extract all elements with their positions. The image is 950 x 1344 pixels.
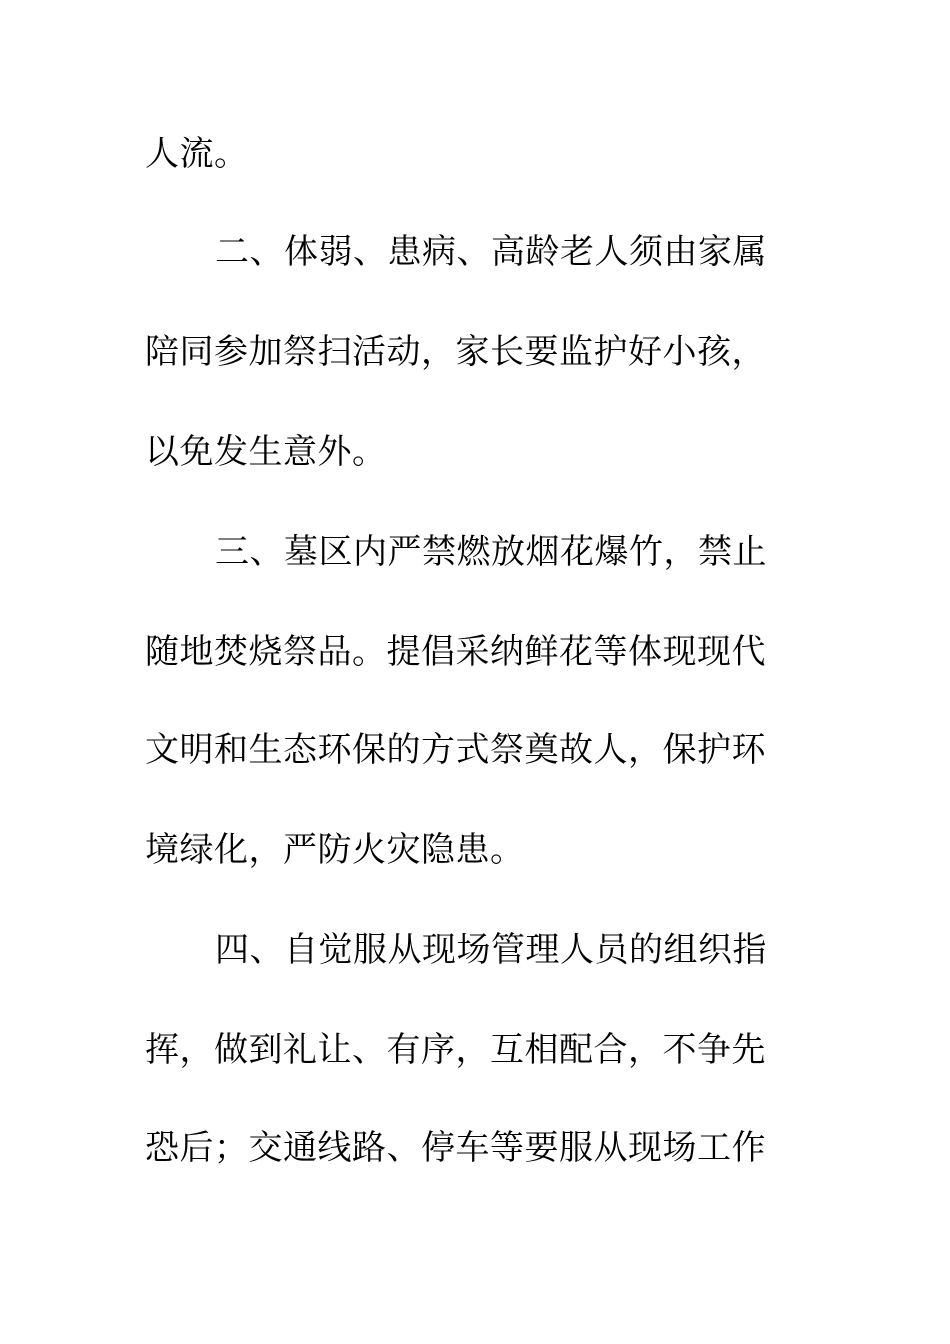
text-line: 二、体弱、患病、高龄老人须由家属	[215, 232, 767, 272]
text-line: 文明和生态环保的方式祭奠故人，保护环	[145, 730, 766, 770]
text-line: 随地焚烧祭品。提倡采纳鲜花等体现现代	[145, 632, 766, 672]
text-line: 三、墓区内严禁燃放烟花爆竹，禁止	[215, 532, 767, 572]
text-line: 挥，做到礼让、有序，互相配合，不争先	[145, 1030, 766, 1070]
text-line: 恐后；交通线路、停车等要服从现场工作	[145, 1128, 766, 1168]
text-line: 陪同参加祭扫活动，家长要监护好小孩，	[145, 332, 766, 372]
text-line: 以免发生意外。	[145, 432, 387, 472]
text-line: 四、自觉服从现场管理人员的组织指	[215, 930, 767, 970]
text-line: 境绿化，严防火灾隐患。	[145, 830, 525, 870]
text-line: 人流。	[145, 134, 249, 174]
